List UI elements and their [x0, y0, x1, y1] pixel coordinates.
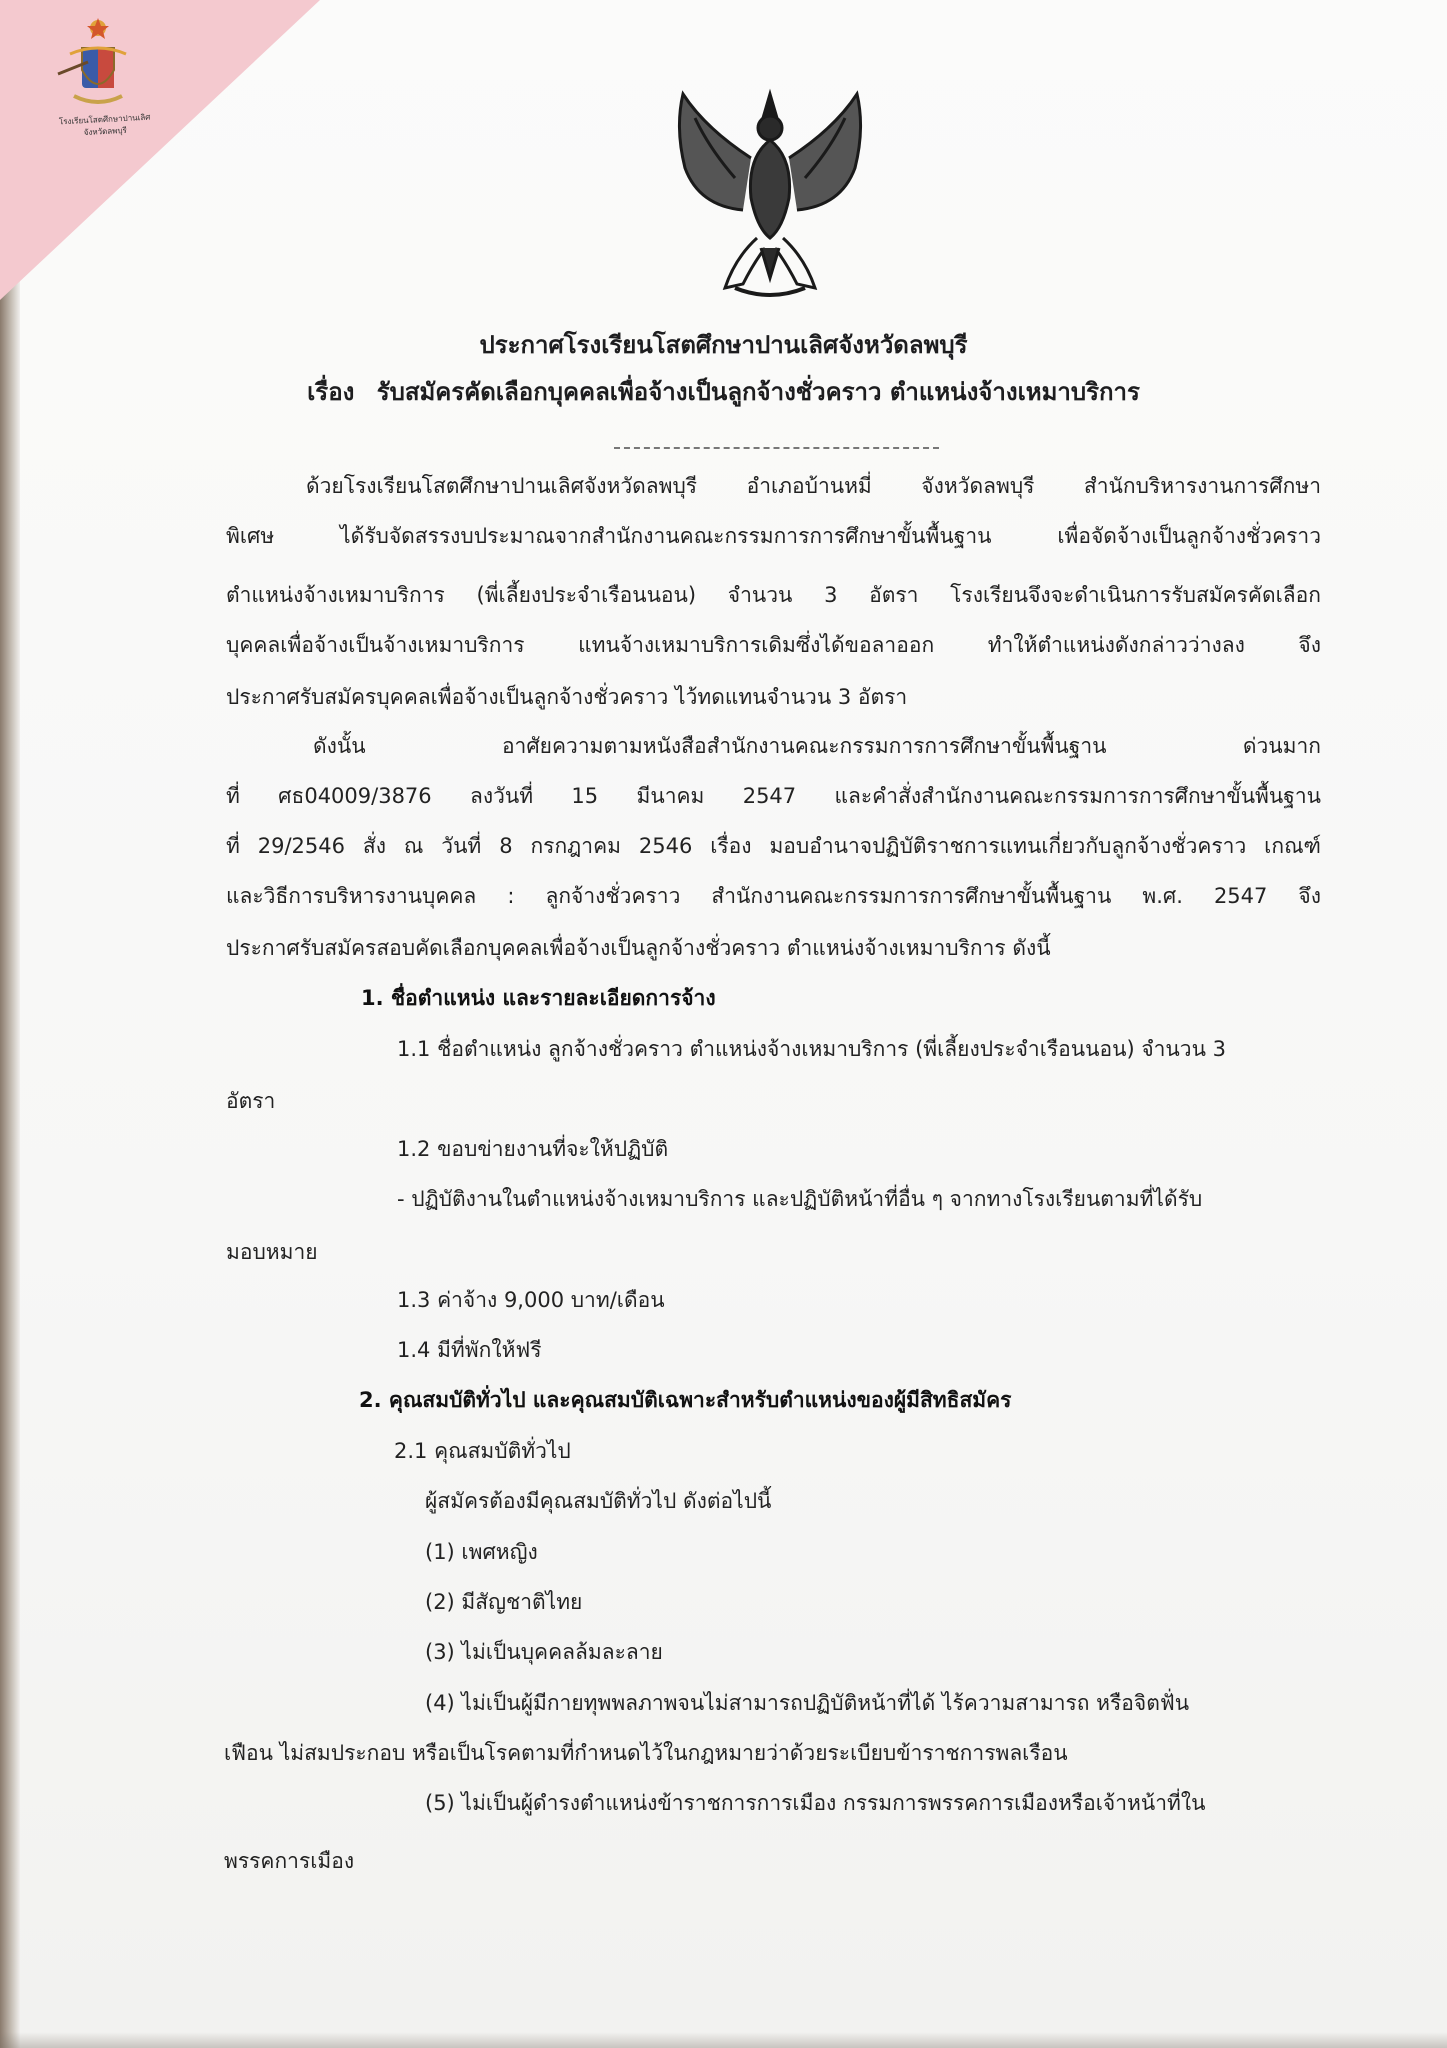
authority-line-3: ที่ 29/2546 สั่ง ณ วันที่ 8 กรกฎาคม 2546 เรื่อง มอบอำนาจปฏิบัติราชการแทนเกี่ยวกับลูกจ้างชั่วคราว เกณฑ์ [226, 834, 1321, 858]
qualification-4-line-2: เฟือน ไม่สมประกอบ หรือเป็นโรคตามที่กำหนดไว้ในกฎหมายว่าด้วยระเบียบข้าราชการพลเรือน [224, 1741, 1068, 1765]
item-1-3: 1.3 ค่าจ้าง 9,000 บาท/เดือน [397, 1288, 665, 1312]
school-seal-caption-line-2: จังหวัดลพบุรี [83, 125, 128, 138]
title-divider [614, 447, 939, 449]
authority-line-1: ดังนั้น อาศัยความตามหนังสือสำนักงานคณะกรรมการการศึกษาขั้นพื้นฐาน ด่วนมาก [313, 734, 1321, 758]
qualification-4-line-1: (4) ไม่เป็นผู้มีกายทุพพลภาพจนไม่สามารถปฏิบัติหน้าที่ได้ ไร้ความสามารถ หรือจิตฟั่น [425, 1691, 1190, 1715]
intro-line-1: ด้วยโรงเรียนโสตศึกษาปานเลิศจังหวัดลพบุรี อำเภอบ้านหมี่ จังหวัดลพบุรี สำนักบริหารงานการศึกษา [306, 474, 1321, 498]
item-1-4: 1.4 มีที่พักให้ฟรี [397, 1338, 542, 1362]
intro-line-3: ตำแหน่งจ้างเหมาบริการ (พี่เลี้ยงประจำเรือนนอน) จำนวน 3 อัตรา โรงเรียนจึงจะดำเนินการรับสมัครคัดเลือก [226, 583, 1321, 607]
garuda-emblem-icon [665, 88, 875, 308]
announcement-title: ประกาศโรงเรียนโสตศึกษาปานเลิศจังหวัดลพบุรี [479, 331, 968, 359]
intro-line-4: บุคคลเพื่อจ้างเป็นจ้างเหมาบริการ แทนจ้างเหมาบริการเดิมซึ่งได้ขอลาออก ทำให้ตำแหน่งดังกล่าวว่างลง จึง [226, 633, 1321, 657]
subject-text: รับสมัครคัดเลือกบุคคลเพื่อจ้างเป็นลูกจ้างชั่วคราว ตำแหน่งจ้างเหมาบริการ [376, 378, 1140, 406]
section-2-heading: 2. คุณสมบัติทั่วไป และคุณสมบัติเฉพาะสำหรับตำแหน่งของผู้มีสิทธิสมัคร [359, 1388, 1012, 1412]
qualification-5-line-1: (5) ไม่เป็นผู้ดำรงตำแหน่งข้าราชการการเมือง กรรมการพรรคการเมืองหรือเจ้าหน้าที่ใน [425, 1791, 1206, 1815]
qualifications-intro: ผู้สมัครต้องมีคุณสมบัติทั่วไป ดังต่อไปนี้ [425, 1489, 772, 1513]
school-seal-icon [48, 14, 148, 114]
authority-line-2: ที่ ศธ04009/3876 ลงวันที่ 15 มีนาคม 2547 และคำสั่งสำนักงานคณะกรรมการการศึกษาขั้นพื้นฐาน [226, 784, 1321, 808]
qualification-2: (2) มีสัญชาติไทย [425, 1590, 583, 1614]
page-bottom-shadow [0, 2032, 1447, 2048]
page-edge-shadow [0, 0, 20, 2048]
qualification-5-line-2: พรรคการเมือง [224, 1849, 355, 1873]
intro-line-2: พิเศษ ได้รับจัดสรรงบประมาณจากสำนักงานคณะกรรมการการศึกษาขั้นพื้นฐาน เพื่อจัดจ้างเป็นลูกจ้างชั่วคราว [226, 524, 1321, 548]
intro-line-5: ประกาศรับสมัครบุคคลเพื่อจ้างเป็นลูกจ้างชั่วคราว ไว้ทดแทนจำนวน 3 อัตรา [226, 685, 908, 709]
qualification-3: (3) ไม่เป็นบุคคลล้มละลาย [425, 1640, 663, 1664]
item-1-1-line-1: 1.1 ชื่อตำแหน่ง ลูกจ้างชั่วคราว ตำแหน่งจ้างเหมาบริการ (พี่เลี้ยงประจำเรือนนอน) จำนวน 3 [397, 1037, 1226, 1061]
item-1-1-line-2: อัตรา [226, 1089, 276, 1113]
item-2-1: 2.1 คุณสมบัติทั่วไป [394, 1439, 571, 1463]
subject-label: เรื่อง [307, 378, 355, 406]
authority-line-5: ประกาศรับสมัครสอบคัดเลือกบุคคลเพื่อจ้างเป็นลูกจ้างชั่วคราว ตำแหน่งจ้างเหมาบริการ ดังนี้ [226, 936, 1051, 960]
section-1-heading: 1. ชื่อตำแหน่ง และรายละเอียดการจ้าง [361, 986, 716, 1010]
authority-line-4: และวิธีการบริหารงานบุคคล : ลูกจ้างชั่วคราว สำนักงานคณะกรรมการการศึกษาขั้นพื้นฐาน พ.ศ. 2547 จึง [226, 884, 1321, 908]
school-seal-caption-line-1: โรงเรียนโสตศึกษาปานเลิศ [58, 112, 151, 127]
item-1-2: 1.2 ขอบข่ายงานที่จะให้ปฏิบัติ [397, 1137, 669, 1161]
announcement-subject [0, 372, 1447, 411]
qualification-1: (1) เพศหญิง [425, 1540, 538, 1564]
item-1-2-detail-line-1: - ปฏิบัติงานในตำแหน่งจ้างเหมาบริการ และปฏิบัติหน้าที่อื่น ๆ จากทางโรงเรียนตามที่ได้รับ [397, 1187, 1203, 1211]
item-1-2-detail-line-2: มอบหมาย [226, 1240, 318, 1264]
